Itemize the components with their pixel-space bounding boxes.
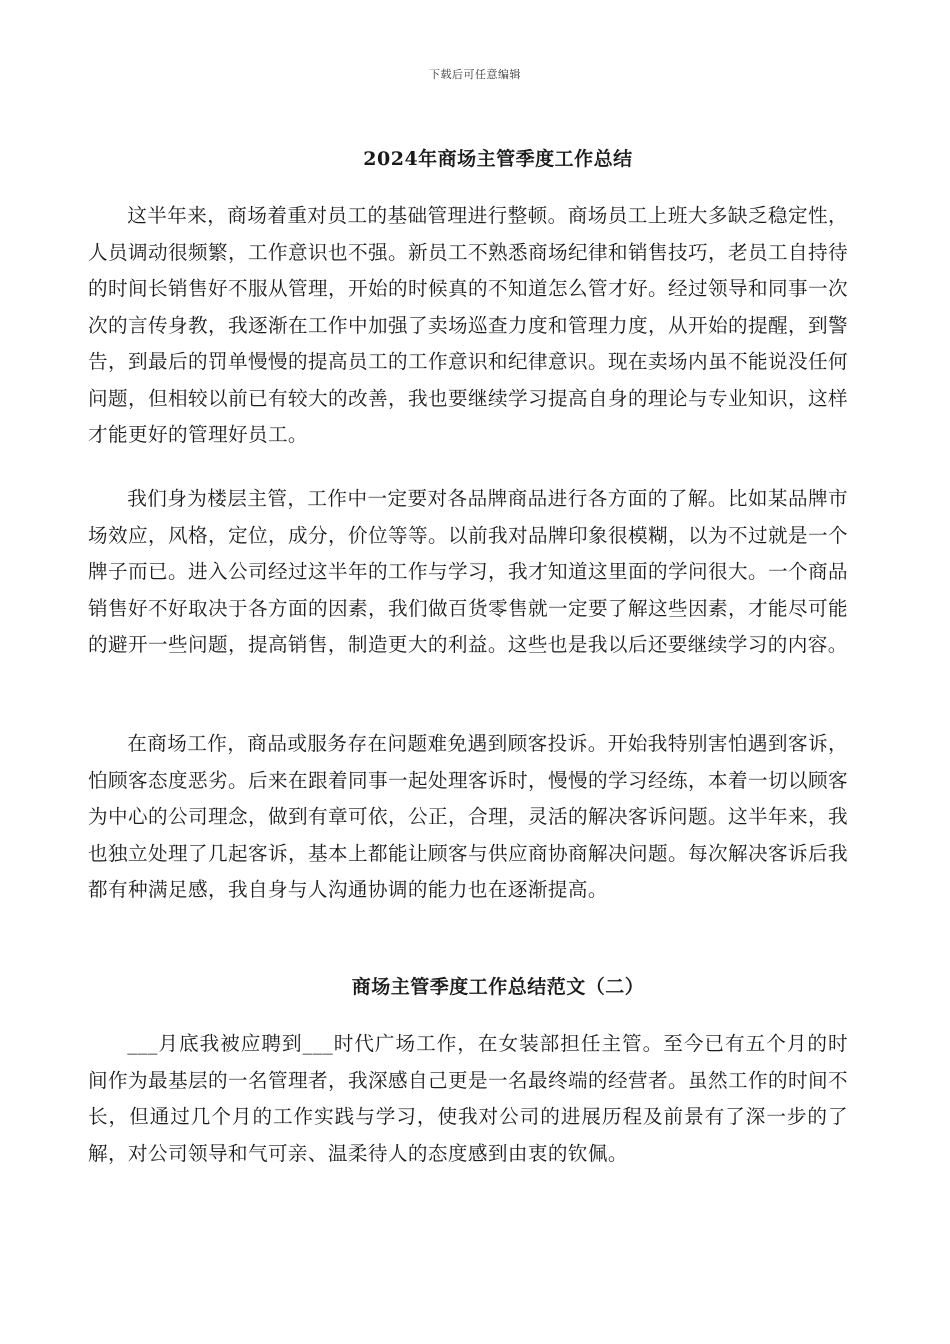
header-note: 下载后可任意编辑: [429, 68, 521, 81]
paragraph-2: 我们身为楼层主管，工作中一定要对各品牌商品进行各方面的了解。比如某品牌市场效应，风格，定位，成分，价位等等。以前我对品牌印象很模糊，以为不过就是一个牌子而已。进入公司经过这半年的工作与学习，我才知道这里面的学问很大。一个商品销售好不好取决于各方面的因素，我们做百货零售就一定要了解这些因素，才能尽可能的避开一些问题，提高销售，制造更大的利益。这些也是我以后还要继续学习的内容。: [88, 487, 848, 656]
section-2-title: 商场主管季度工作总结范文（二）: [351, 976, 645, 998]
paragraph-1: 这半年来，商场着重对员工的基础管理进行整顿。商场员工上班大多缺乏稳定性，人员调动很频繁，工作意识也不强。新员工不熟悉商场纪律和销售技巧，老员工自持待的时间长销售好不服从管理，开始的时候真的不知道怎么管才好。经过领导和同事一次次的言传身教，我逐渐在工作中加强了卖场巡查力度和管理力度，从开始的提醒，到警告，到最后的罚单慢慢的提高员工的工作意识和纪律意识。现在卖场内虽不能说没任何问题，但相较以前已有较大的改善，我也要继续学习提高自身的理论与专业知识，这样才能更好的管理好员工。: [88, 204, 848, 446]
paragraph-3: 在商场工作，商品或服务存在问题难免遇到顾客投诉。开始我特别害怕遇到客诉，怕顾客态度恶劣。后来在跟着同事一起处理客诉时，慢慢的学习经练，本着一切以顾客为中心的公司理念，做到有章可依，公正，合理，灵活的解决客诉问题。这半年来，我也独立处理了几起客诉，基本上都能让顾客与供应商协商解决问题。每次解决客诉后我都有种满足感，我自身与人沟通协调的能力也在逐渐提高。: [88, 732, 848, 901]
document-title: 2024年商场主管季度工作总结: [363, 148, 633, 170]
section-2-paragraph-1: ___月底我被应聘到___时代广场工作，在女装部担任主管。至今已有五个月的时间作为最基层的一名管理者，我深感自己更是一名最终端的经营者。虽然工作的时间不长，但通过几个月的工作实践与学习，使我对公司的进展历程及前景有了深一步的了解，对公司领导和气可亲、温柔待人的态度感到由衷的钦佩。: [88, 1032, 848, 1165]
